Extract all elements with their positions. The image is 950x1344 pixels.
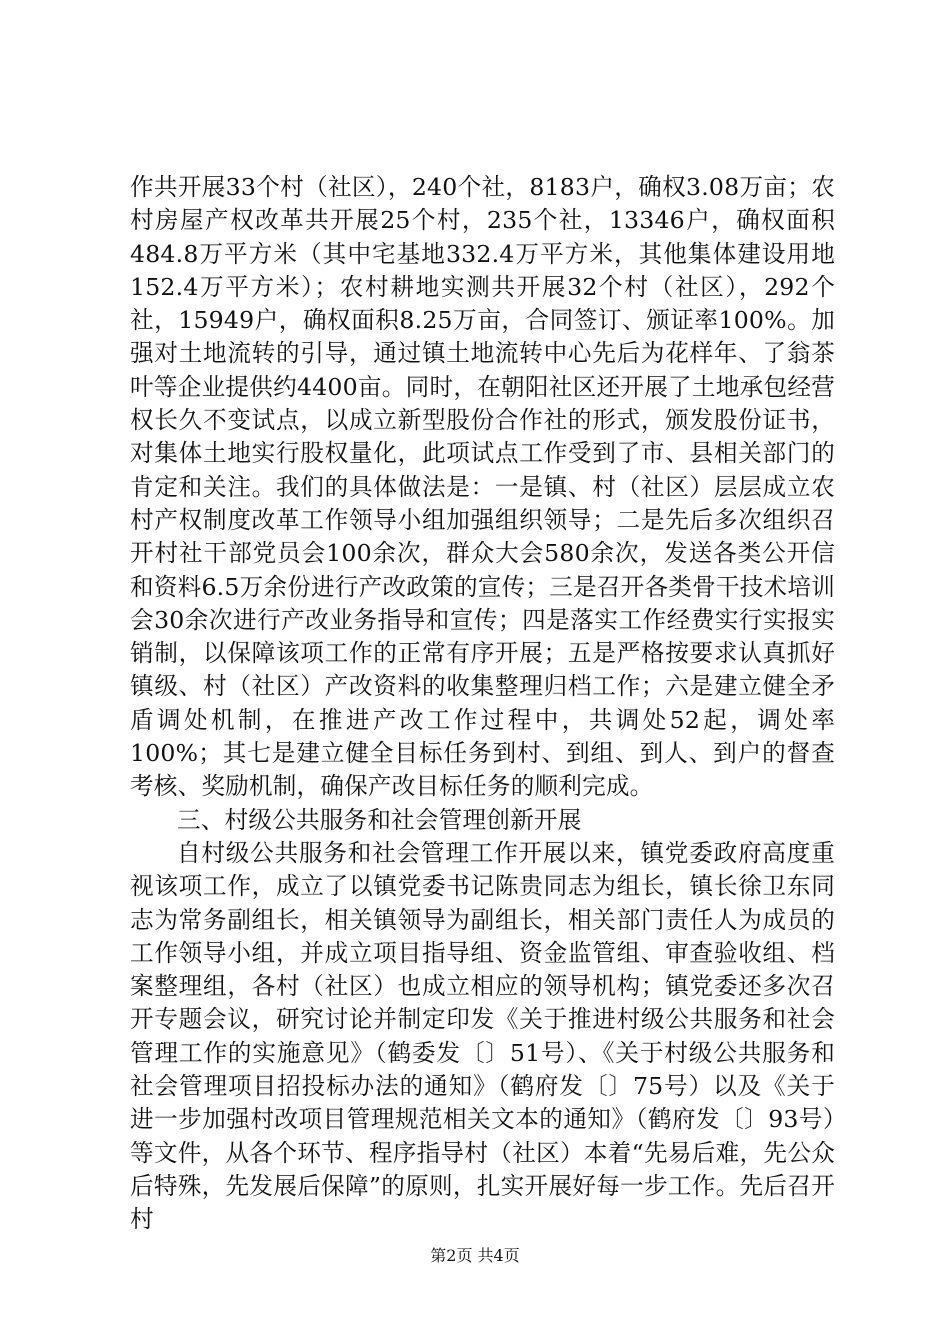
- page-number-footer: 第2页 共4页: [430, 1246, 520, 1265]
- document-body: [130, 171, 835, 1237]
- section-heading-village-public-services: 三、村级公共服务和社会管理创新开展: [177, 805, 582, 834]
- paragraph-property-rights-reform: 作共开展33个村（社区），240个社，8183户，确权3.08万亩；农村房屋产权改革共开展25个村，235个社，13346户，确权面积484.8万平方米（其中宅基地332.4万平方米，其他集体建设用地152.4万平方米）；农村耕地实测共开展32个村（社区），292个社，15949户，确权面积8.25万亩，合同签订、颁证率100%。加强对土地流转的引导，通过镇土地流转中心先后为花样年、了翁茶叶等企业提供约4400亩。同时，在朝阳社区还开展了土地承包经营权长久不变试点，以成立新型股份合作社的形式，颁发股份证书，对集体土地实行股权量化，此项试点工作受到了市、县相关部门的肯定和关注。我们的具体做法是：一是镇、村（社区）层层成立农村产权制度改革工作领导小组加强组织领导；二是先后多次组织召开村社干部党员会100余次，群众大会580余次，发送各类公开信和资料6.5万余份进行产改政策的宣传；三是召开各类骨干技术培训会30余次进行产改业务指导和宣传；四是落实工作经费实行实报实销制，以保障该项工作的正常有序开展；五是严格按要求认真抓好镇级、村（社区）产改资料的收集整理归档工作；六是建立健全矛盾调处机制，在推进产改工作过程中，共调处52起，调处率100%；其七是建立健全目标任务到村、到组、到人、到户的督查考核、奖励机制，确保产改目标任务的顺利完成。: [130, 173, 835, 801]
- paragraph-village-public-services: 自村级公共服务和社会管理工作开展以来，镇党委政府高度重视该项工作，成立了以镇党委书记陈贵同志为组长，镇长徐卫东同志为常务副组长，相关镇领导为副组长，相关部门责任人为成员的工作领导小组，并成立项目指导组、资金监管组、审查验收组、档案整理组，各村（社区）也成立相应的领导机构；镇党委还多次召开专题会议，研究讨论并制定印发《关于推进村级公共服务和社会管理工作的实施意见》（鹤委发〔〕51号）、《关于村级公共服务和社会管理项目招投标办法的通知》（鹤府发〔〕75号）以及《关于进一步加强村改项目管理规范相关文本的通知》（鹤府发〔〕93号）等文件，从各个环节、程序指导村（社区）本着“先易后难，先公众后特殊，先发展后保障”的原则，扎实开展好每一步工作。先后召开村: [130, 838, 835, 1234]
